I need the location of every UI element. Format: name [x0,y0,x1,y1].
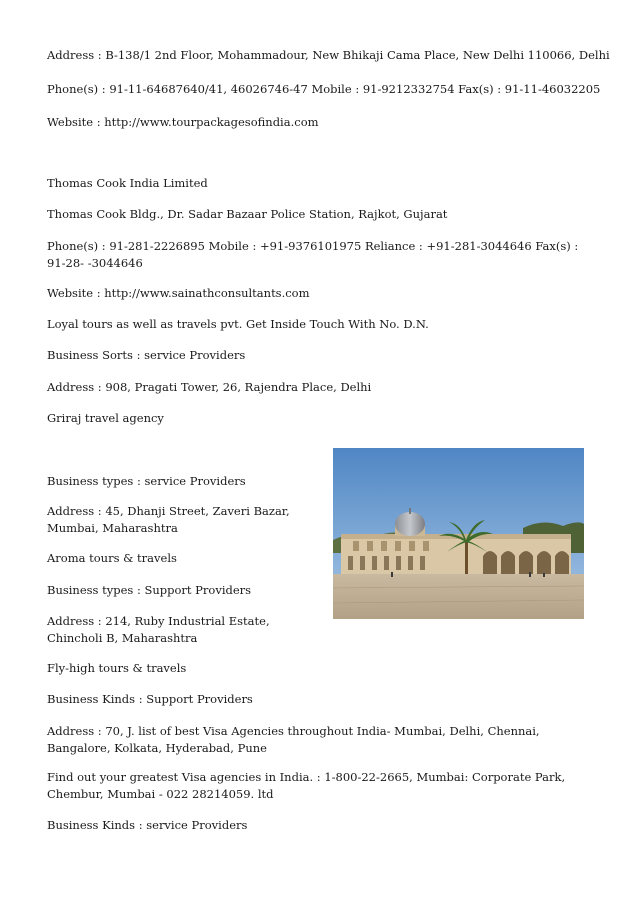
company-name: Griraj travel agency [47,411,164,425]
address-line: Thomas Cook Bldg., Dr. Sadar Bazaar Police Station, Rajkot, Gujarat [47,207,448,221]
phone-line: Phone(s) : 91-281-2226895 Mobile : +91-9376101975 Reliance : +91-281-3044646 Fax(s) : 91-28- -3044646 [47,239,579,270]
business-type-line: Business Sorts : service Providers [47,348,246,362]
company-name: Aroma tours & travels [47,551,177,565]
address-line: Address : 45, Dhanji Street, Zaveri Bazar, Mumbai, Maharashtra [47,504,290,535]
phone-line: Phone(s) : 91-11-64687640/41, 46026746-47 Mobile : 91-9212332754 Fax(s) : 91-11-46032205 [47,82,601,96]
business-type-line: Business Kinds : Support Providers [47,692,253,706]
address-line: Address : 908, Pragati Tower, 26, Rajendra Place, Delhi [47,380,372,394]
company-name: Loyal tours as well as travels pvt. Get Inside Touch With No. D.N. [47,317,429,331]
company-name: Thomas Cook India Limited [47,176,208,190]
address-line: Address : 70, J. list of best Visa Agencies throughout India- Mumbai, Delhi, Chennai, Bangalore, Kolkata, Hyderabad, Pune [47,724,540,755]
website-line: Website : http://www.tourpackagesofindia.com [47,115,319,129]
mosque-photo [333,448,584,619]
business-type-line: Business Kinds : service Providers [47,818,248,832]
company-name: Fly-high tours & travels [47,661,187,675]
promo-line: Find out your greatest Visa agencies in India. : 1-800-22-2665, Mumbai: Corporate Park, Chembur, Mumbai - 022 28214059. ltd [47,770,566,801]
address-line: Address : 214, Ruby Industrial Estate, Chincholi B, Maharashtra [47,614,270,645]
business-type-line: Business types : service Providers [47,474,246,488]
business-type-line: Business types : Support Providers [47,583,252,597]
address-line: Address : B-138/1 2nd Floor, Mohammadour, New Bhikaji Cama Place, New Delhi 110066, Delhi [47,48,610,62]
website-line: Website : http://www.sainathconsultants.com [47,286,310,300]
